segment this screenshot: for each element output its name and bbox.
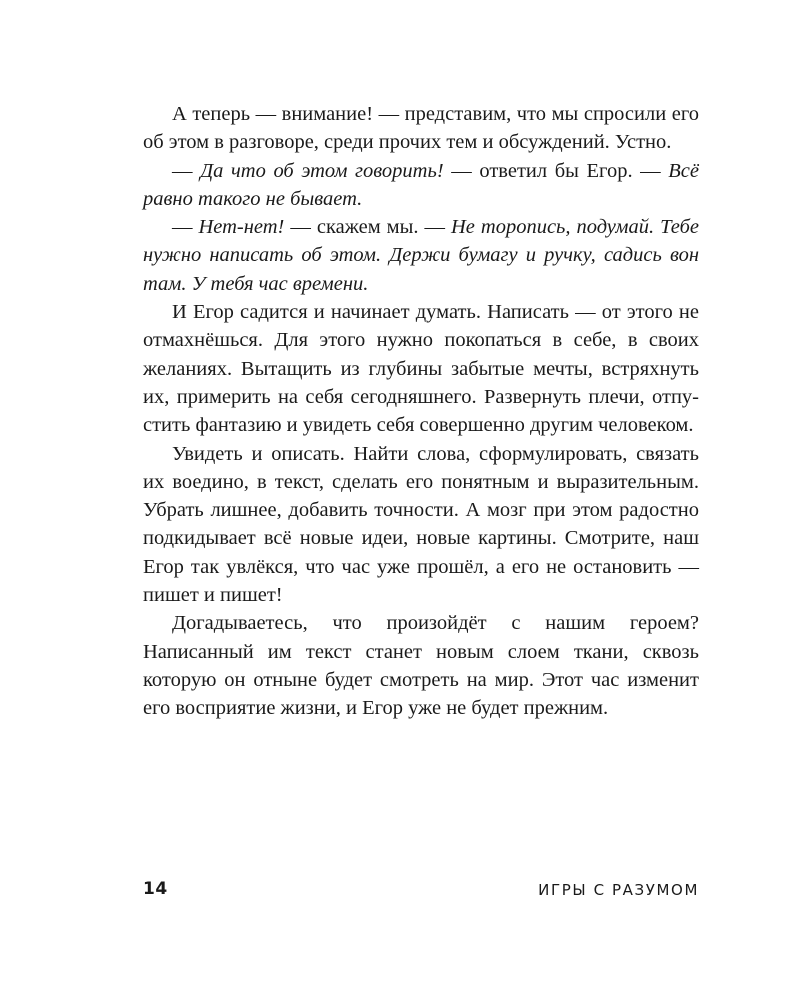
paragraph <box>143 298 699 439</box>
text-run: — <box>172 159 201 182</box>
italic-text: Всё равно такого не бывает. <box>143 159 700 210</box>
body-text <box>143 100 699 723</box>
paragraph <box>143 157 699 214</box>
italic-text: Да что об этом говорить! <box>200 159 444 182</box>
text-run: Увидеть и описать. Найти слова, сформулировать, связать их воедино, в текст, сделать его понятным и выразительным. Убрать лишнее, добавить точности. А мозг при этом радостно подкидывает всё новые идеи, новые картины. Смотрите, наш Егор так увлёкся, что час уже прошёл, а его не остановить — пишет и пишет! <box>143 442 699 607</box>
paragraph <box>143 213 699 298</box>
text-run: Догадываетесь, что произойдёт с нашим героем? Написанный им текст станет новым слоем ткани, сквозь которую он отныне будет смотреть на мир. Этот час изменит его восприятие жизни, и Егор уже не будет прежним. <box>143 612 699 720</box>
text-run: — <box>172 216 199 239</box>
text-run: И Егор садится и начинает думать. Написать — от этого не отмахнёшься. Для этого нужно покопаться в себе, в своих желаниях. Вытащить из глубины забытые мечты, встряхнуть их, примерить на себя сегодняшнего. Развернуть плечи, отпустить фантазию и увидеть себя совершенно другим человеком. <box>143 301 699 437</box>
text-run: — скажем мы. — <box>284 216 451 239</box>
paragraph <box>143 100 699 157</box>
page-number: 14 <box>143 879 168 899</box>
paragraph <box>143 440 699 610</box>
italic-text: Не торопись, подумай. Тебе нужно написать об этом. Держи бумагу и ручку, садись вон там. У тебя час времени. <box>143 216 699 295</box>
italic-text: Нет-нет! <box>198 216 285 239</box>
running-title: ИГРЫ С РАЗУМОМ <box>538 881 699 899</box>
page-footer <box>143 879 699 903</box>
paragraph <box>143 609 699 722</box>
text-run: А теперь — внимание! — представим, что мы спросили его об этом в разговоре, среди прочих тем и обсуждений. Устно. <box>143 103 699 154</box>
text-run: — ответил бы Егор. — <box>443 159 669 182</box>
